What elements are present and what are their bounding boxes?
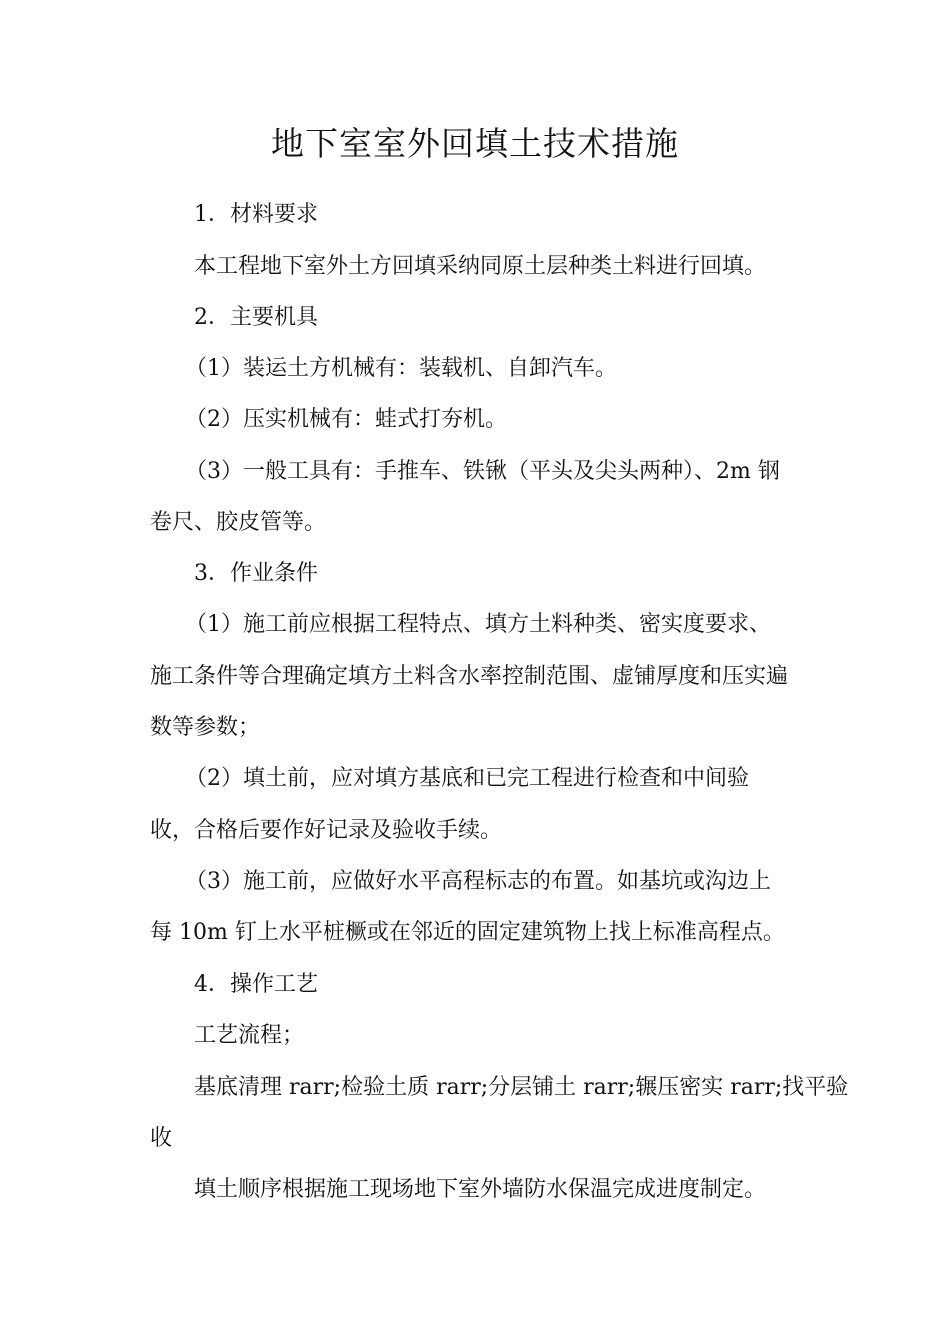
document-title: 地下室室外回填土技术措施 (271, 124, 679, 163)
paragraph-line: 每 10m 钉上水平桩橛或在邻近的固定建筑物上找上标准高程点。 (150, 920, 785, 945)
paragraph-line: 填土顺序根据施工现场地下室外墙防水保温完成进度制定。 (194, 1177, 767, 1202)
paragraph-line: （1）装运土方机械有：装载机、自卸汽车。 (185, 356, 617, 381)
paragraph-line: （2）压实机械有：蛙式打夯机。 (185, 407, 507, 432)
paragraph-line: （3）一般工具有：手推车、铁锹（平头及尖头两种）、2m 钢 (185, 459, 780, 484)
paragraph-line: 工艺流程； (194, 1023, 305, 1048)
section-heading-materials: 1．材料要求 (194, 202, 318, 227)
section-heading-process: 4．操作工艺 (194, 972, 318, 997)
paragraph-line: 施工条件等合理确定填方土料含水率控制范围、虚铺厚度和压实遍 (150, 664, 789, 689)
paragraph-line: 数等参数； (150, 715, 261, 740)
paragraph-line: 收，合格后要作好记录及验收手续。 (150, 818, 503, 843)
section-heading-equipment: 2．主要机具 (194, 305, 318, 330)
paragraph-line: 基底清理 rarr;检验土质 rarr;分层铺土 rarr;辗压密实 rarr;找平验 (194, 1075, 849, 1100)
paragraph-line: 本工程地下室外土方回填采纳同原土层种类土料进行回填。 (194, 254, 767, 279)
paragraph-line: 卷尺、胶皮管等。 (150, 510, 327, 535)
paragraph-line: （2）填土前，应对填方基底和已完工程进行检查和中间验 (185, 766, 749, 791)
paragraph-line: （3）施工前，应做好水平高程标志的布置。如基坑或沟边上 (185, 869, 771, 894)
section-heading-conditions: 3．作业条件 (194, 561, 318, 586)
paragraph-line: 收 (150, 1126, 173, 1151)
paragraph-line: （1）施工前应根据工程特点、填方土料种类、密实度要求、 (185, 612, 771, 637)
